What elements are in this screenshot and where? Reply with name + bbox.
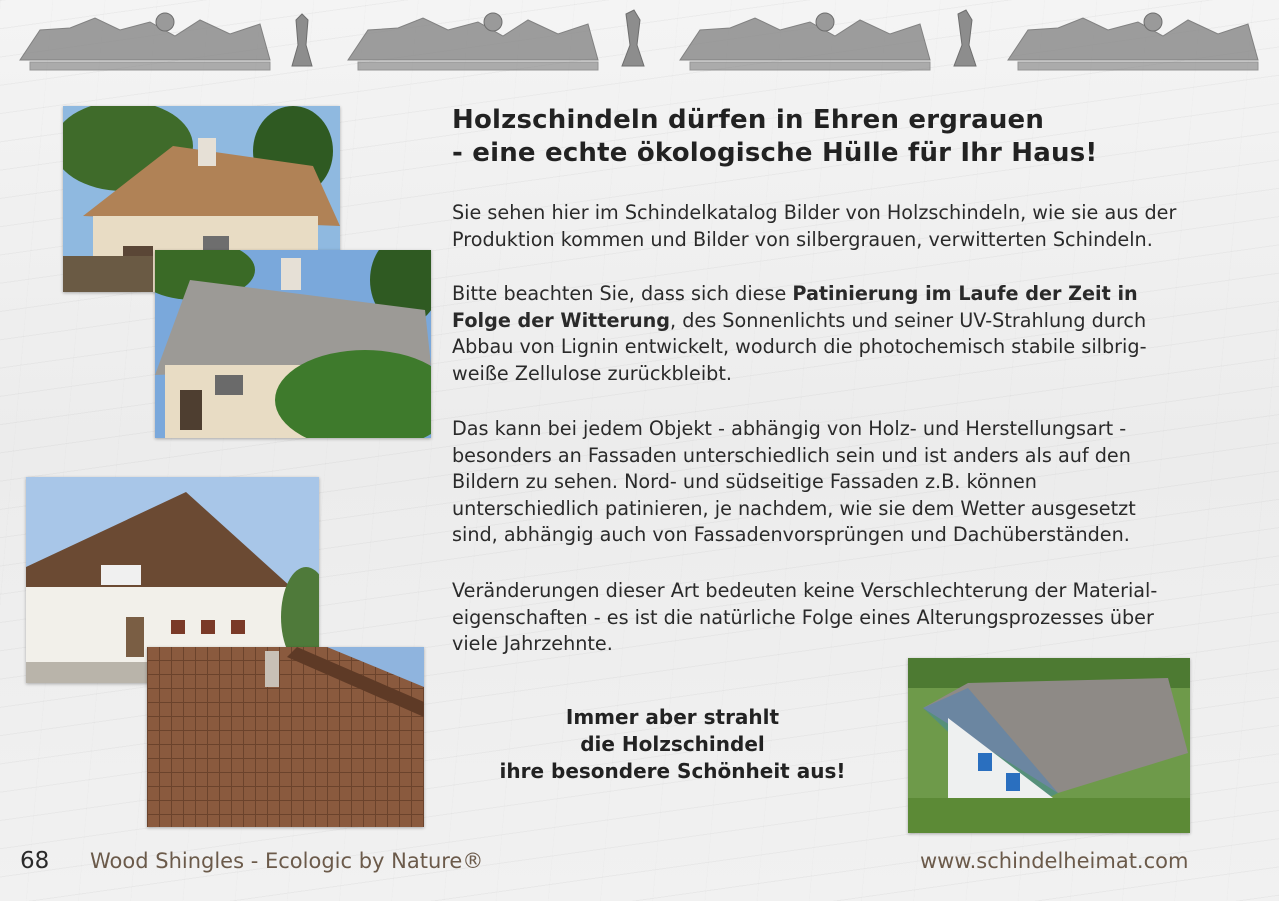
paragraph-line: Abbau von Lignin entwickelt, wodurch die photochemisch stabile silbrig- xyxy=(452,335,1147,358)
paragraph-text: , des Sonnenlichts und seiner UV-Strahlung durch xyxy=(670,308,1147,332)
paragraph-3 xyxy=(452,416,1212,549)
photo-house-grey-roof xyxy=(155,250,431,438)
paragraph-line: besonders an Fassaden unterschiedlich sein und ist anders als auf den xyxy=(452,443,1131,467)
footer-website: www.schindelheimat.com xyxy=(920,849,1189,873)
paragraph-line: Veränderungen dieser Art bedeuten keine Verschlechterung der Material- xyxy=(452,579,1158,602)
page-number: 68 xyxy=(20,848,50,874)
closing-callout xyxy=(470,704,875,785)
paragraph-1 xyxy=(452,200,1212,253)
heading-line-1: Holzschindeln dürfen in Ehren ergrauen xyxy=(452,105,1045,135)
paragraph-line: Bildern zu sehen. Nord- und südseitige Fassaden z.B. können xyxy=(452,470,1037,493)
paragraph-line: unterschiedlich patinieren, je nachdem, wie sie dem Wetter ausgesetzt xyxy=(452,496,1136,520)
photo-shingle-closeup xyxy=(147,647,424,827)
paragraph-line: Sie sehen hier im Schindelkatalog Bilder von Holzschindeln, wie sie aus der xyxy=(452,201,1177,224)
callout-line: die Holzschindel xyxy=(580,732,765,756)
paragraph-line: sind, abhängig auch von Fassadenvorsprüngen und Dachüberständen. xyxy=(452,523,1130,546)
page-heading xyxy=(452,104,1212,170)
callout-line: ihre besondere Schönheit aus! xyxy=(499,759,846,783)
paragraph-line: eigenschaften - es ist die natürliche Folge eines Alterungsprozesses über xyxy=(452,605,1154,629)
paragraph-text: Bitte beachten Sie, dass sich diese xyxy=(452,282,793,305)
paragraph-line: Produktion kommen und Bilder von silbergrauen, verwitterten Schindeln. xyxy=(452,227,1153,251)
paragraph-4 xyxy=(452,578,1212,658)
emphasis-text: Patinierung im Laufe der Zeit in xyxy=(792,282,1138,305)
emphasis-text: Folge der Witterung xyxy=(452,308,671,332)
paragraph-line: Das kann bei jedem Objekt - abhängig von Holz- und Herstellungsart - xyxy=(452,417,1127,440)
heading-line-2: - eine echte ökologische Hülle für Ihr Haus! xyxy=(452,138,1098,168)
paragraph-line: viele Jahrzehnte. xyxy=(452,632,613,655)
callout-line: Immer aber strahlt xyxy=(565,705,780,729)
decorative-banner xyxy=(0,0,1279,80)
paragraph-line: weiße Zellulose zurückbleibt. xyxy=(452,361,732,385)
paragraph-2 xyxy=(452,281,1212,387)
footer-tagline: Wood Shingles - Ecologic by Nature® xyxy=(90,849,484,873)
photo-hut-blue-trim xyxy=(908,658,1190,833)
